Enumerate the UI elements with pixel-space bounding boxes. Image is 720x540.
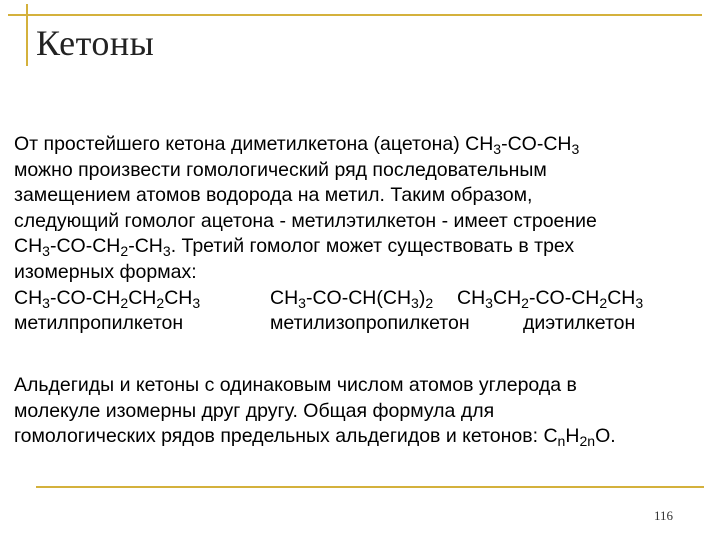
text-line: молекуле изомерны друг другу. Общая формула для	[14, 399, 495, 422]
name-methylisopropylketone: метилизопропилкетон	[270, 312, 470, 335]
text-line: замещением атомов водорода на метил. Таким образом,	[14, 184, 533, 207]
formula-row	[14, 286, 644, 312]
paragraph-homologs	[14, 132, 644, 337]
text-line: гомологических рядов предельных альдегидов и кетонов: $C_nH_{2n}O$.	[14, 425, 616, 450]
top-rule	[8, 14, 702, 16]
text-line: следующий гомолог ацетона - метилэтилкетон - имеет строение	[14, 209, 597, 232]
name-diethylketone: диэтилкетон	[523, 312, 636, 335]
formula-methylpropylketone: $CH_3-CO-CH_2CH_2CH_3$	[14, 286, 201, 311]
bottom-rule	[36, 486, 704, 488]
page-number: 116	[654, 508, 674, 523]
text-line: От простейшего кетона диметилкетона (ацетона) $CH_3-CO-CH_3$	[14, 133, 580, 158]
formula-diethylketone: $CH_3CH_2-CO-CH_2CH_3$	[457, 286, 644, 311]
name-methylpropylketone: метилпропилкетон	[14, 312, 184, 335]
formula-methylisopropylketone: $CH_3-CO-CH(CH_3)_2$	[270, 286, 434, 311]
names-row	[14, 311, 636, 337]
left-rule	[26, 4, 28, 66]
text-line: Альдегиды и кетоны с одинаковым числом атомов углерода в	[14, 374, 577, 396]
text-line: изомерных формах:	[14, 260, 197, 283]
paragraph-general-formula	[14, 373, 616, 450]
text-line: можно произвести гомологический ряд последовательным	[14, 158, 547, 181]
text-line: $CH_3-CO-CH_2-CH_3$. Третий гомолог может существовать в трех	[14, 235, 575, 260]
slide-title: Кетоны	[36, 23, 155, 63]
